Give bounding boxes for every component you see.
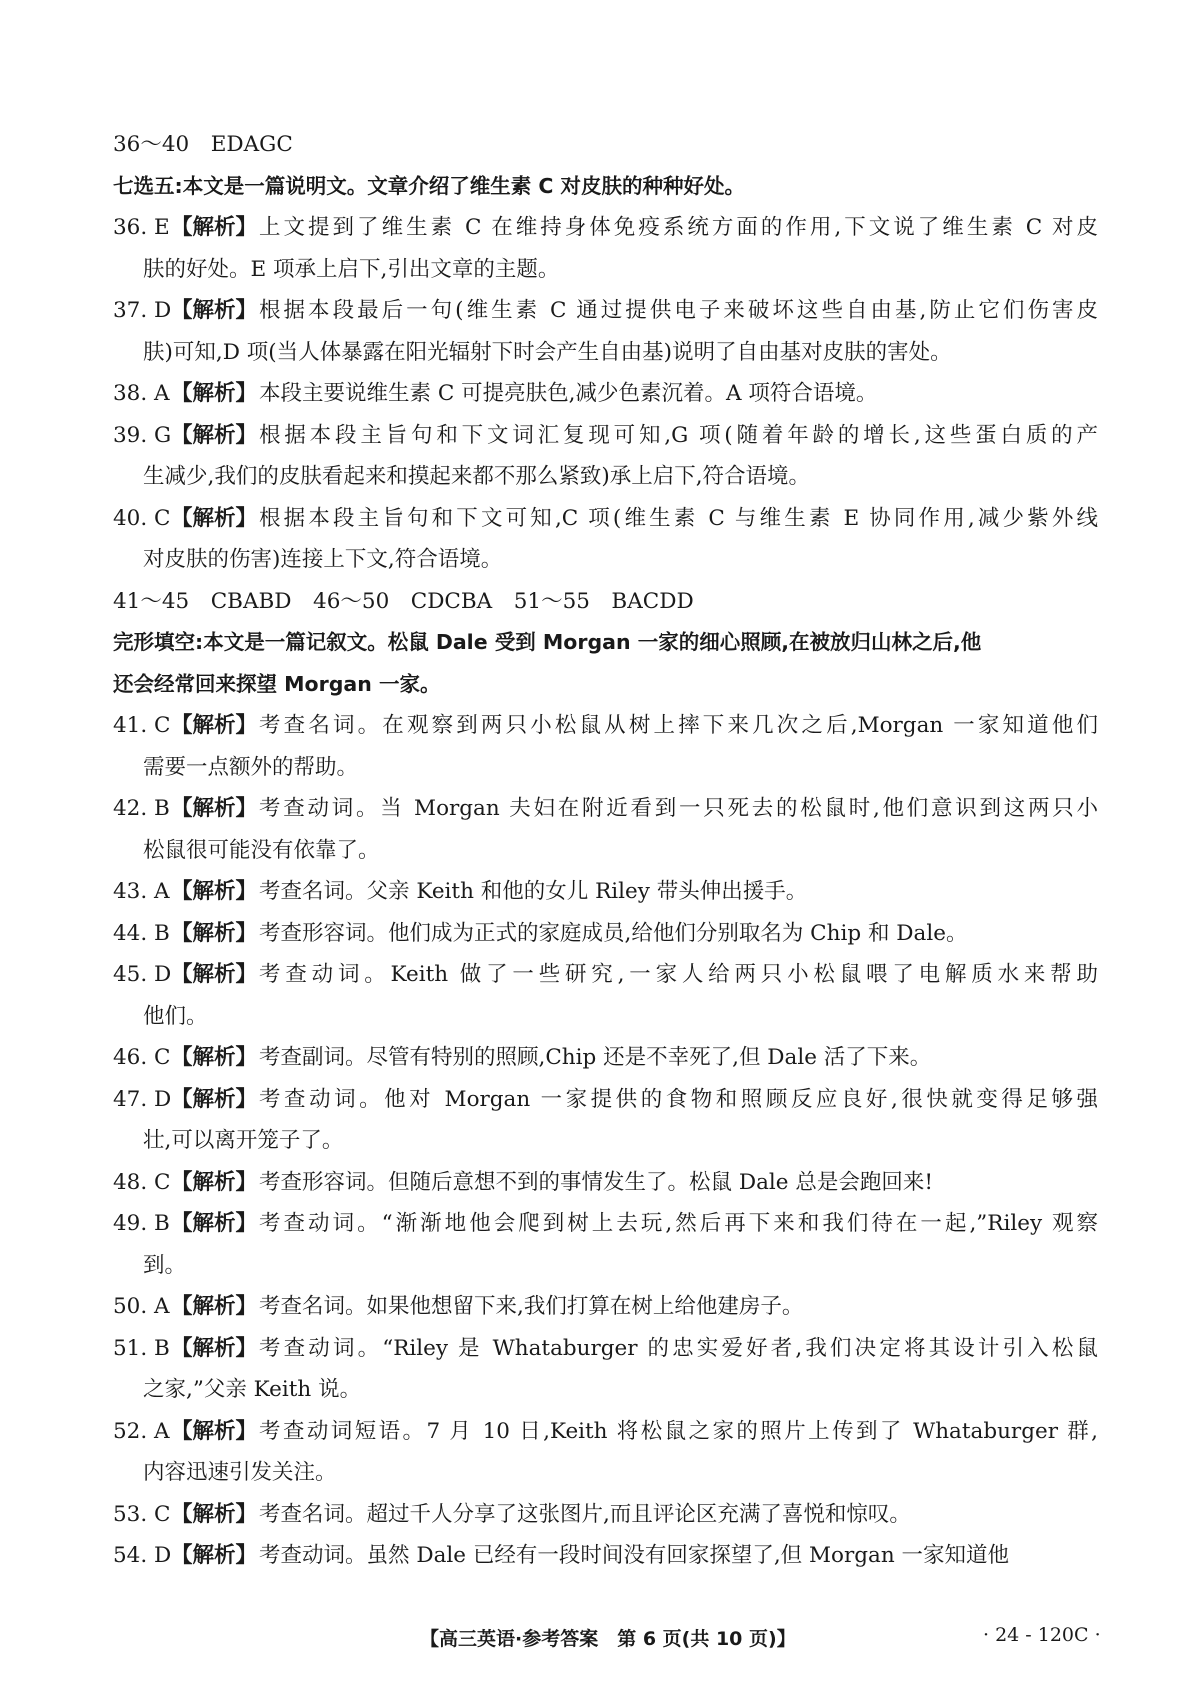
question-number: 41. C [113,713,171,738]
explanation-continuation: 内容迅速引发关注。 [143,1460,337,1485]
explanation-text: 考查动词。“Riley 是 Whataburger 的忠实爱好者,我们决定将其设计引入松鼠 [259,1335,1098,1361]
explanation-tag: 【解析】 [171,1501,258,1527]
explanation-first-line [113,1079,1098,1121]
explanation-item [113,705,1098,788]
footer-page-info: 【高三英语·参考答案 第 6 页(共 10 页)】 [420,1628,796,1650]
question-number: 40. C [113,505,171,531]
explanation-continuation: 他们。 [143,1003,208,1029]
answer-content [113,124,1098,1577]
question-number: 46. C [113,1045,171,1070]
page-footer [0,1622,1200,1662]
explanation-first-line [113,913,1098,955]
explanation-first-line [113,498,1098,540]
explanation-text: 考查动词。Keith 做了一些研究,一家人给两只小松鼠喂了电解质水来帮助 [259,962,1098,987]
explanation-text: 考查形容词。他们成为正式的家庭成员,给他们分别取名为 Chip 和 Dale。 [259,920,968,946]
explanation-tag: 【解析】 [171,1211,258,1236]
question-number: 43. A [113,879,170,904]
question-number: 39. G [113,422,172,448]
explanation-first-line [113,1328,1098,1370]
explanation-tag: 【解析】 [171,1418,258,1444]
explanation-continuation: 生减少,我们的皮肤看起来和摸起来都不那么紧致)承上启下,符合语境。 [143,464,811,489]
question-number: 36. E [113,215,170,240]
explanation-item [113,1328,1098,1411]
explanation-continuation: 肤)可知,D 项(当人体暴露在阳光辐射下时会产生自由基)说明了自由基对皮肤的害处。 [143,339,952,365]
question-number: 50. A [113,1294,170,1319]
section-heading-reading: 七选五:本文是一篇说明文。文章介绍了维生素 C 对皮肤的种种好处。 [113,173,746,198]
explanation-item [113,788,1098,871]
explanation-text: 考查动词。当 Morgan 夫妇在附近看到一只死去的松鼠时,他们意识到这两只小 [259,796,1098,821]
explanation-text: 考查动词短语。7 月 10 日,Keith 将松鼠之家的照片上传到了 Whataburger 群, [259,1418,1098,1444]
explanation-tag: 【解析】 [171,422,258,448]
explanation-item [113,1286,1098,1328]
explanation-tag: 【解析】 [171,1294,258,1319]
explanation-item [113,1411,1098,1494]
explanation-tag: 【解析】 [171,1045,258,1070]
explanation-text: 考查形容词。但随后意想不到的事情发生了。松鼠 Dale 总是会跑回来! [259,1169,933,1195]
question-number: 45. D [113,962,172,987]
explanation-continuation: 松鼠很可能没有依靠了。 [143,837,380,863]
question-number: 38. A [113,381,170,406]
explanation-continuation: 需要一点额外的帮助。 [143,754,359,780]
question-number: 37. D [113,298,172,323]
explanation-continuation: 之家,”父亲 Keith 说。 [143,1377,362,1402]
explanation-text: 上文提到了维生素 C 在维持身体免疫系统方面的作用,下文说了维生素 C 对皮 [259,215,1098,240]
question-number: 51. B [113,1335,170,1361]
explanation-text: 考查动词。“渐渐地他会爬到树上去玩,然后再下来和我们待在一起,”Riley 观察 [259,1211,1098,1236]
answer-range-41-55: 41～45 CBABD 46～50 CDCBA 51～55 BACDD [113,588,694,614]
explanation-first-line [113,290,1098,332]
explanation-tag: 【解析】 [171,1335,258,1361]
explanation-tag: 【解析】 [171,381,258,406]
reading-explanations [113,207,1098,581]
explanation-item [113,498,1098,581]
explanation-tag: 【解析】 [171,879,258,904]
explanation-text: 考查名词。超过千人分享了这张图片,而且评论区充满了喜悦和惊叹。 [259,1501,911,1527]
explanation-tag: 【解析】 [171,1169,258,1195]
explanation-first-line [113,1411,1098,1453]
explanation-tag: 【解析】 [171,713,258,738]
explanation-text: 根据本段最后一句(维生素 C 通过提供电子来破坏这些自由基,防止它们伤害皮 [259,298,1098,323]
explanation-tag: 【解析】 [171,505,258,531]
explanation-item [113,913,1098,955]
explanation-text: 本段主要说维生素 C 可提亮肤色,减少色素沉着。A 项符合语境。 [259,381,878,406]
answer-range-36-40: 36～40 EDAGC [113,132,293,157]
explanation-text: 考查名词。父亲 Keith 和他的女儿 Riley 带头伸出援手。 [259,879,808,904]
explanation-first-line [113,1162,1098,1204]
explanation-item [113,290,1098,373]
section-heading-cloze-line2: 还会经常回来探望 Morgan 一家。 [113,671,441,696]
explanation-text: 根据本段主旨句和下文词汇复现可知,G 项(随着年龄的增长,这些蛋白质的产 [259,422,1098,448]
explanation-text: 考查名词。在观察到两只小松鼠从树上摔下来几次之后,Morgan 一家知道他们 [259,713,1098,738]
explanation-item [113,871,1098,913]
question-number: 44. B [113,920,170,946]
section-heading-cloze-line1: 完形填空:本文是一篇记叙文。松鼠 Dale 受到 Morgan 一家的细心照顾,在被放归山林之后,他 [113,630,982,654]
question-number: 53. C [113,1501,171,1527]
cloze-explanations [113,705,1098,1577]
explanation-tag: 【解析】 [171,962,258,987]
explanation-item [113,954,1098,1037]
question-number: 42. B [113,796,170,821]
question-number: 54. D [113,1543,172,1568]
explanation-first-line [113,871,1098,913]
explanation-text: 考查名词。如果他想留下来,我们打算在树上给他建房子。 [259,1294,804,1319]
explanation-item [113,415,1098,498]
explanation-text: 考查动词。虽然 Dale 已经有一段时间没有回家探望了,但 Morgan 一家知道他 [259,1543,1010,1568]
explanation-text: 考查副词。尽管有特别的照顾,Chip 还是不幸死了,但 Dale 活了下来。 [259,1045,932,1070]
explanation-first-line [113,954,1098,996]
explanation-first-line [113,788,1098,830]
explanation-continuation: 壮,可以离开笼子了。 [143,1128,344,1153]
explanation-text: 考查动词。他对 Morgan 一家提供的食物和照顾反应良好,很快就变得足够强 [259,1086,1098,1112]
explanation-continuation: 肤的好处。E 项承上启下,引出文章的主题。 [143,256,560,282]
explanation-tag: 【解析】 [171,920,258,946]
explanation-item [113,1037,1098,1079]
explanation-item [113,207,1098,290]
explanation-item [113,1535,1098,1577]
explanation-first-line [113,1494,1098,1536]
explanation-tag: 【解析】 [171,215,258,240]
explanation-tag: 【解析】 [171,1086,258,1112]
explanation-first-line [113,415,1098,457]
explanation-item [113,1494,1098,1536]
explanation-first-line [113,373,1098,415]
explanation-first-line [113,1203,1098,1245]
explanation-tag: 【解析】 [171,796,258,821]
explanation-continuation: 到。 [143,1252,187,1278]
explanation-item [113,373,1098,415]
explanation-item [113,1079,1098,1162]
footer-doc-code: · 24 - 120C · [983,1624,1101,1646]
explanation-first-line [113,1535,1098,1577]
explanation-tag: 【解析】 [171,298,258,323]
question-number: 47. D [113,1086,172,1112]
explanation-first-line [113,705,1098,747]
question-number: 48. C [113,1169,171,1195]
explanation-first-line [113,1037,1098,1079]
explanation-first-line [113,1286,1098,1328]
explanation-text: 根据本段主旨句和下文可知,C 项(维生素 C 与维生素 E 协同作用,减少紫外线 [259,505,1098,531]
explanation-item [113,1203,1098,1286]
explanation-item [113,1162,1098,1204]
explanation-tag: 【解析】 [171,1543,258,1568]
question-number: 52. A [113,1418,170,1444]
explanation-continuation: 对皮肤的伤害)连接上下文,符合语境。 [143,547,503,572]
question-number: 49. B [113,1211,170,1236]
explanation-first-line [113,207,1098,249]
